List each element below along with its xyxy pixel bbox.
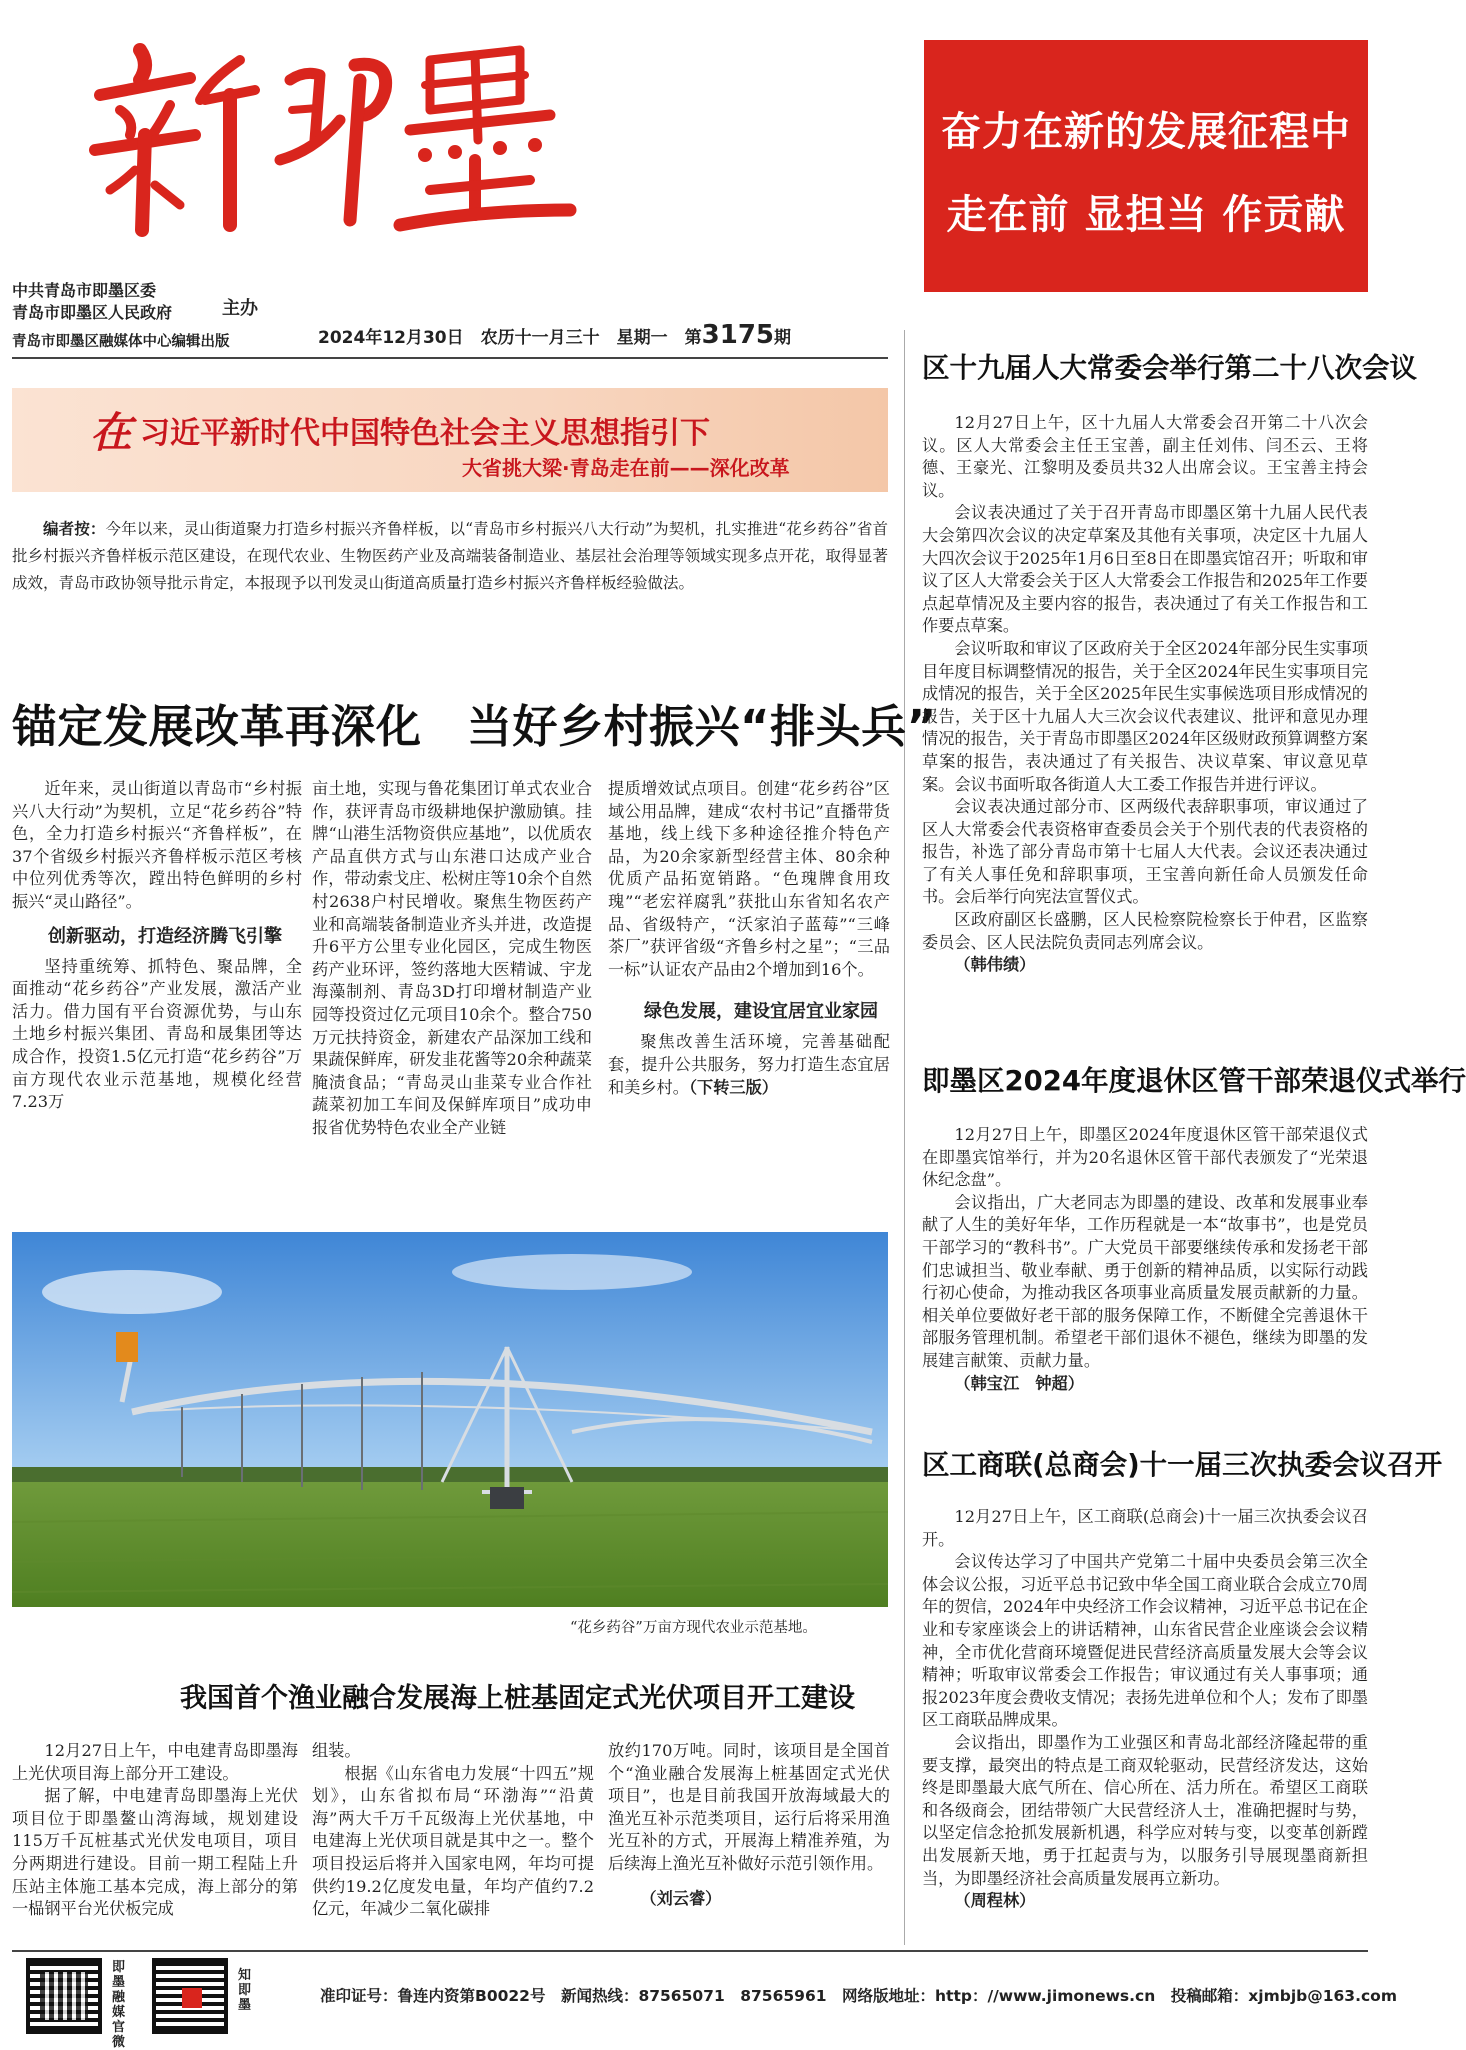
solar-column-3 [608, 1740, 890, 1940]
retirement-paragraph-1: 12月27日上午，即墨区2024年度退休区管干部荣退仪式在即墨宾馆举行，并为20名退休区管干部代表颁发了“光荣退休纪念盘”。 [922, 1125, 1368, 1190]
chamber-headline: 区工商联(总商会)十一届三次执委会议召开 [922, 1449, 1443, 1481]
retirement-byline: （韩宝江 钟超） [954, 1373, 1084, 1393]
npc-paragraph-5: 区政府副区长盛鹏，区人民检察院检察长于仲君，区监察委员会、区人民法院负责同志列席会议。 [922, 910, 1368, 952]
npc-meeting-article [922, 412, 1368, 1022]
lead-column-1 [12, 778, 302, 1218]
npc-paragraph-1: 12月27日上午，区十九届人大常委会召开第二十八次会议。区人大常委会主任王宝善，副主任刘伟、闫丕云、王将德、王豪光、江黎明及委员共32人出席会议。王宝善主持会议。 [922, 413, 1368, 500]
footer-info: 准印证号：鲁连内资第B0022号 新闻热线：87565071 87565961 网络版地址：http：//www.jimonews.cn 投稿邮箱：xjmbjb@163.com [320, 1987, 1397, 2005]
chamber-paragraph-2: 会议传达学习了中国共产党第二十届中央委员会第三次全体会议公报，习近平总书记致中华全国工商业联合会成立70周年的贺信，2024年中央经济工作会议精神，习近平总书记在企业和专家座谈会上的讲话精神，山东省民营企业座谈会会议精神，全市优化营商环境暨促进民营经济高质量发展大会等会议精神；听取审议常委会工作报告；审议通过有关人事事项；通报2023年度会费收支情况；表扬先进单位和个人；发布了即墨区工商联品牌成果。 [922, 1552, 1368, 1730]
solar-headline: 我国首个渔业融合发展海上桩基固定式光伏项目开工建设 [180, 1683, 855, 1714]
qr-code-1 [26, 1958, 102, 2034]
npc-byline: （韩伟绩） [954, 955, 1036, 975]
npc-meeting-headline: 区十九届人大常委会举行第二十八次会议 [922, 352, 1417, 384]
chamber-paragraph-1: 12月27日上午，区工商联(总商会)十一届三次执委会议召开。 [922, 1507, 1368, 1549]
issue-number: 3175 [701, 320, 775, 350]
solar-col3-paragraph: 放约170万吨。同时，该项目是全国首个“渔业融合发展海上桩基固定式光伏项目”，也是目前我国开放海域最大的渔光互补示范类项目，运行后将采用渔光互补的方式，开展海上精准养殖，为后续海上渔光互补做好示范引领作用。 [608, 1741, 890, 1873]
banner-line-2: 大省挑大梁·青岛走在前——深化改革 [462, 456, 790, 480]
banner-line-1: 习近平新时代中国特色社会主义思想指引下 [140, 416, 710, 451]
sponsor-2: 青岛市即墨区人民政府 [12, 303, 173, 322]
lead-col2-paragraph: 亩土地，实现与鲁花集团订单式农业合作，获评青岛市级耕地保护激励镇。挂牌“山港生活物资供应基地”，以优质农产品直供方式与山东港口达成产业合作，带动索戈庄、松树庄等10余个自然村2638户村民增收。聚焦生物医药产业和高端装备制造业齐头并进，改造提升6平方公里专业化园区，完成生物医药产业环评，签约落地大医精诚、宇龙海藻制剂、青岛3D打印增材制造产业园等投资过亿元项目10余个。整合750万元扶持资金，新建农产品深加工线和果蔬保鲜库，研发韭花酱等20余种蔬菜腌渍食品；“青岛灵山韭菜专业合作社蔬菜初加工车间及保鲜库项目”成功申报省优势特色农业全产业链 [312, 779, 592, 1137]
continued-note: （下转三版） [688, 1077, 778, 1097]
retirement-paragraph-2: 会议指出，广大老同志为即墨的建设、改革和发展事业奉献了人生的美好年华，工作历程就是一本“故事书”，也是党员干部学习的“教科书”。广大党员干部要继续传承和发扬老干部们忠诚担当、敬业奉献、勇于创新的精神品质，以实际行动践行初心使命，为推动我区各项事业高质量发展贡献新的力量。相关单位要做好老干部的服务保障工作，不断健全完善退休干部服务管理机制。希望老干部们退休不褪色，继续为即墨的发展建言献策、贡献力量。 [922, 1192, 1368, 1370]
lead-headline: 锚定发展改革再深化 当好乡村振兴“排头兵” [12, 700, 937, 753]
date-text: 2024年12月30日 农历十一月三十 星期一 第 [318, 328, 702, 348]
editor-note-label: 编者按： [43, 520, 106, 538]
banner-prefix: 在 [90, 408, 133, 457]
chamber-byline: （周程林） [954, 1891, 1036, 1911]
lead-subheading-1: 创新驱动，打造经济腾飞引擎 [48, 925, 282, 947]
irrigation-field-image [12, 1232, 888, 1607]
qr-1-label: 即墨融媒官微 [112, 1960, 126, 2050]
theme-banner [12, 388, 888, 492]
masthead-calligraphy [80, 20, 600, 250]
lead-column-3 [608, 778, 890, 1218]
solar-col1-paragraph: 12月27日上午，中电建青岛即墨海上光伏项目海上部分开工建设。 [12, 1741, 298, 1783]
footer-divider [12, 1950, 1368, 1952]
solar-byline: （刘云睿） [640, 1888, 722, 1908]
solar-column-1 [12, 1740, 298, 1940]
lead-subheading-2: 绿色发展，建设宜居宜业家园 [644, 1001, 878, 1023]
lead-col3-paragraph: 提质增效试点项目。创建“花乡药谷”区域公用品牌，建成“农村书记”直播带货基地，线上线下多种途径推介特色产品，为20余家新型经营主体、80余种优质产品拓宽销路。“色瑰牌食用玫瑰”“老宏祥腐乳”获批山东省知名农产品、省级特产，“沃家泊子蓝莓”“三峰茶厂”获评省级“齐鲁乡村之星”；“三品一标”认证农产品由2个增加到16个。 [608, 779, 890, 979]
qr-2-label: 知即墨 [238, 1968, 252, 2013]
masthead-logo [80, 20, 600, 250]
photo-caption: “花乡药谷”万亩方现代农业示范基地。 [570, 1620, 817, 1636]
slogan-line-2: 走在前 显担当 作贡献 [946, 192, 1346, 238]
issue-suffix: 期 [774, 328, 792, 348]
date-line [318, 320, 791, 350]
slogan-box [924, 40, 1368, 292]
qr-code-2 [152, 1958, 228, 2034]
retirement-headline: 即墨区2024年度退休区管干部荣退仪式举行 [922, 1065, 1466, 1097]
npc-paragraph-3: 会议听取和审议了区政府关于全区2024年部分民生实事项目年度目标调整情况的报告，关于全区2024年民生实事项目完成情况的报告，关于全区2025年民生实事候选项目形成情况的报告，关于区十九届人大三次会议代表建议、批评和意见办理情况的报告，关于青岛市即墨区2024年区级财政预算调整方案草案的报告，表决通过了有关报告、决议草案、审议意见草案。会议书面听取各街道人大工委工作报告并进行评议。 [922, 638, 1368, 794]
column-divider [904, 330, 905, 1945]
lead-col3-text-2: 聚焦改善生活环境，完善基础配套，提升公共服务，努力打造生态宜居和美乡村。 [608, 1032, 890, 1097]
editor-note [12, 516, 888, 597]
solar-col1-paragraph-2: 据了解，中电建青岛即墨海上光伏项目位于即墨鳌山湾海域，规划建设115万千瓦桩基式光伏发电项目，项目分两期进行建设。目前一期工程陆上升压站主体施工基本完成，海上部分的第一榀钢平台光伏板完成 [12, 1786, 298, 1919]
npc-paragraph-4: 会议表决通过部分市、区两级代表辞职事项，审议通过了区人大常委会代表资格审查委员会关于个别代表的代表资格的报告，补选了部分青岛市第十七届人大代表。会议还表决通过了有关人事任免和辞职事项，王宝善向新任命人员颁发任命书。会后举行向宪法宣誓仪式。 [922, 797, 1368, 907]
solar-col2-paragraph-2: 根据《山东省电力发展“十四五”规划》，山东省拟布局“环渤海”“沿黄海”两大千万千瓦级海上光伏基地，中电建海上光伏项目就是其中之一。整个项目投运后将并入国家电网，年均可提供约19.2亿度发电量，年均产值约7.2亿元，年减少二氧化碳排 [312, 1763, 594, 1919]
npc-paragraph-2: 会议表决通过了关于召开青岛市即墨区第十九届人民代表大会第四次会议的决定草案及其他有关事项，决定区十九届人大四次会议于2025年1月6日至8日在即墨宾馆召开；听取和审议了区人大常委会关于区人大常委会工作报告和2025年工作要点起草情况及主要内容的报告，表决通过了有关工作报告和工作要点草案。 [922, 503, 1368, 636]
chamber-article [922, 1506, 1368, 1946]
solar-column-2 [312, 1740, 594, 1940]
sponsor-1: 中共青岛市即墨区委 [12, 281, 157, 300]
solar-col2-paragraph: 组装。 [312, 1741, 361, 1760]
sponsor-suffix: 主办 [222, 298, 258, 319]
farm-photo [12, 1232, 888, 1607]
sponsor-block [12, 280, 322, 324]
editor-note-text: 今年以来，灵山街道聚力打造乡村振兴齐鲁样板，以“青岛市乡村振兴八大行动”为契机，扎实推进“花乡药谷”省首批乡村振兴齐鲁样板示范区建设，在现代农业、生物医药产业及高端装备制造业、基层社会治理等领域实现多点开花，取得显著成效，青岛市政协领导批示肯定，本报现予以刊发灵山街道高质量打造乡村振兴齐鲁样板经验做法。 [12, 520, 888, 592]
lead-col1-paragraph: 近年来，灵山街道以青岛市“乡村振兴八大行动”为契机，立足“花乡药谷”特色，全力打造乡村振兴“齐鲁样板”，在37个省级乡村振兴齐鲁样板示范区考核中位列优秀等次，蹚出特色鲜明的乡村振兴“灵山路径”。 [12, 779, 302, 911]
lead-col1-paragraph-2: 坚持重统筹、抓特色、聚品牌，全面推动“花乡药谷”产业发展，激活产业活力。借力国有平台资源优势，与山东土地乡村振兴集团、青岛和晟集团等达成合作，投资1.5亿元打造“花乡药谷”万亩方现代农业示范基地，规模化经营7.23万 [12, 956, 302, 1112]
editor-line: 青岛市即墨区融媒体中心编辑出版 [12, 334, 230, 350]
lead-col3-paragraph-2 [608, 1031, 890, 1099]
slogan-line-1: 奋力在新的发展征程中 [941, 109, 1351, 155]
masthead-divider [12, 357, 888, 359]
retirement-article [922, 1124, 1368, 1414]
lead-column-2 [312, 778, 592, 1218]
chamber-paragraph-3: 会议指出，即墨作为工业强区和青岛北部经济隆起带的重要支撑，最突出的特点是工商双轮驱动，民营经济发达，这始终是即墨最大底气所在、信心所在、活力所在。希望区工商联和各级商会，团结带领广大民营经济人士，准确把握时与势，以坚定信念抢抓发展新机遇，科学应对转与变，以变革创新蹚出发展新天地，勇于扛起责与为，以服务引导展现墨商新担当，为即墨经济社会高质量发展再立新功。 [922, 1732, 1368, 1888]
